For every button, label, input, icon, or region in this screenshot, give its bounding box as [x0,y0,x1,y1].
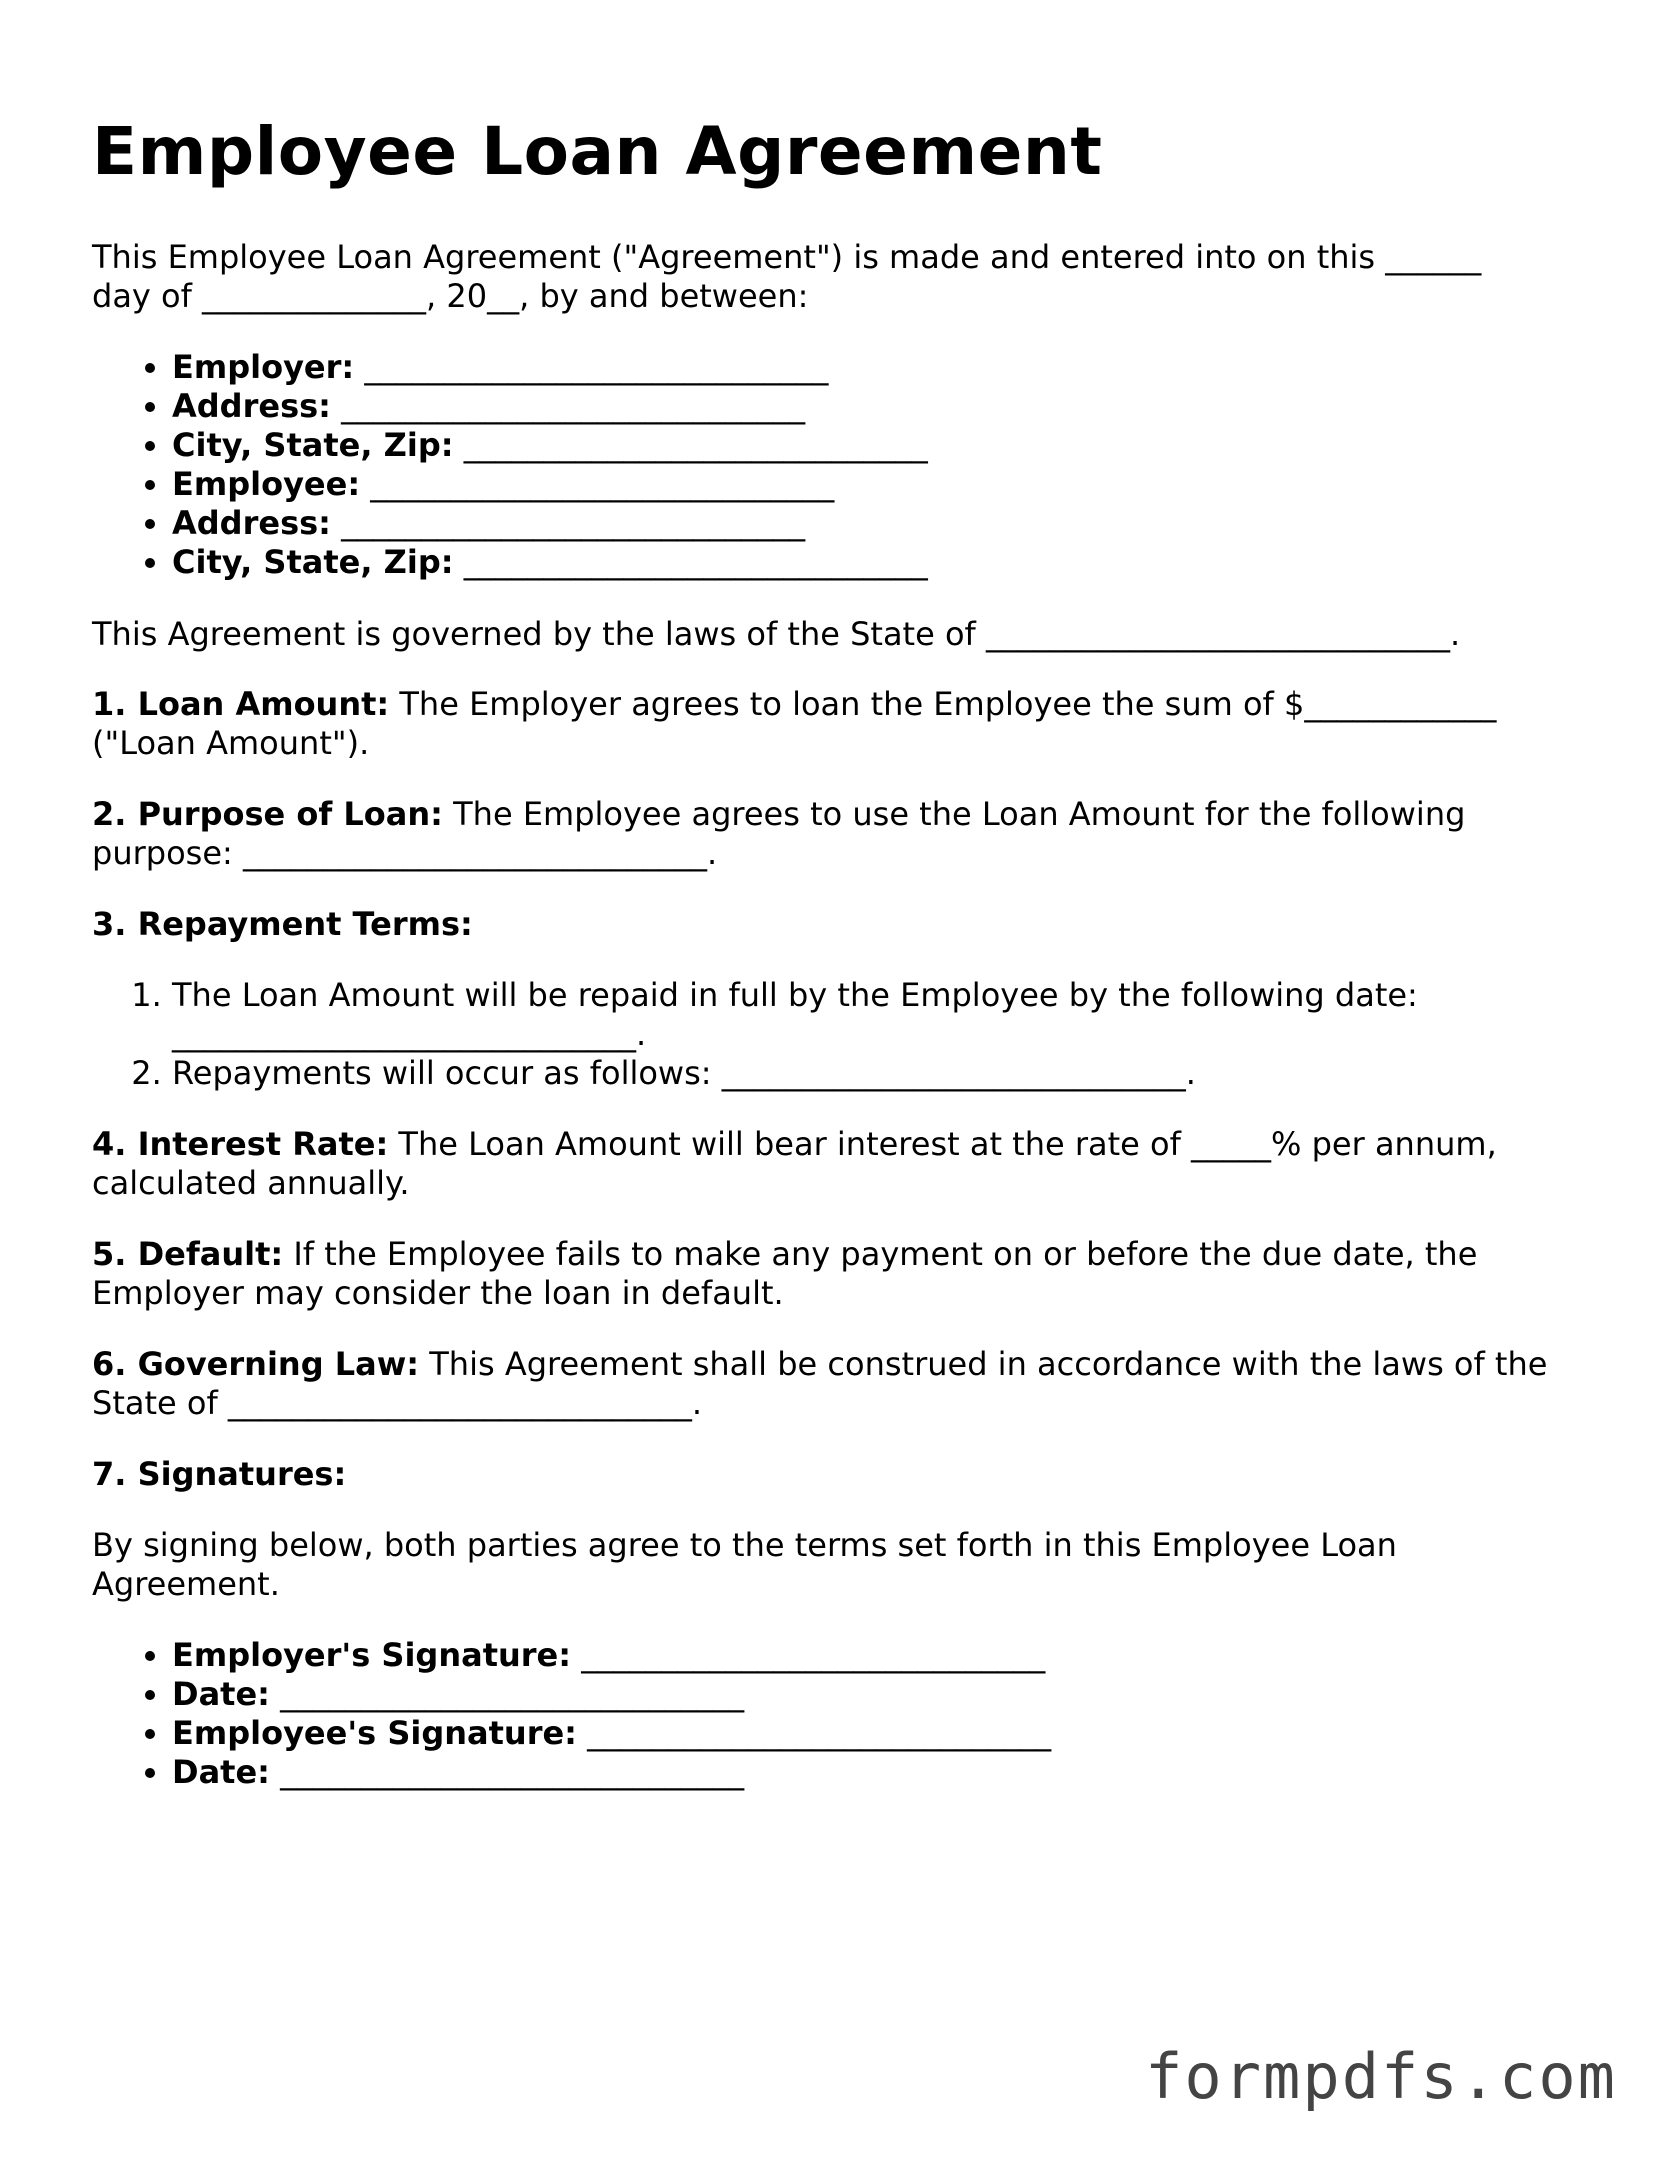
list-item: • Employer: _____________________________ [172,348,928,387]
intro-line-1: This Employee Loan Agreement ("Agreement") is made and entered into on this ______ [92,238,1482,276]
section-signatures-heading: 7. Signatures: [92,1455,347,1493]
section-default: 5. Default: If the Employee fails to make any payment on or before the due date, the Employer may consider the loan in default. [92,1235,1478,1312]
section-repayment-heading: 3. Repayment Terms: [92,905,473,943]
list-item: • Employer's Signature: _____________________________ [172,1636,1051,1675]
list-item: • Date: _____________________________ [172,1675,1051,1714]
section-purpose: 2. Purpose of Loan: The Employee agrees to use the Loan Amount for the following purpose: _____________________________. [92,795,1466,872]
list-item: 2. Repayments will occur as follows: _____________________________. [172,1054,1602,1093]
section-heading: 1. Loan Amount: [92,685,390,723]
section-heading: 6. Governing Law: [92,1345,420,1383]
document-title: Employee Loan Agreement [92,113,1103,190]
list-item: • City, State, Zip: _____________________________ [172,426,928,465]
list-item: • Employee: _____________________________ [172,465,928,504]
section-interest: 4. Interest Rate: The Loan Amount will bear interest at the rate of _____% per annum, calculated annually. [92,1125,1497,1202]
list-item: 1. The Loan Amount will be repaid in full by the Employee by the following date: _____________________________. [172,976,1602,1054]
section-governing-law: 6. Governing Law: This Agreement shall be construed in accordance with the laws of the State of _____________________________. [92,1345,1548,1422]
signatures-paragraph: By signing below, both parties agree to the terms set forth in this Employee Loan Agreement. [92,1526,1397,1603]
parties-list [92,348,928,582]
list-item: • Address: _____________________________ [172,504,928,543]
list-item: • Employee's Signature: _____________________________ [172,1714,1051,1753]
signature-list [92,1636,1051,1792]
intro-paragraph [92,238,1602,316]
section-heading: 4. Interest Rate: [92,1125,389,1163]
intro-line-2: day of ______________, 20__, by and between: [92,277,809,315]
repayment-list [92,976,1602,1093]
section-heading: 5. Default: [92,1235,284,1273]
list-item: • Date: _____________________________ [172,1753,1051,1792]
list-item: • City, State, Zip: _____________________________ [172,543,928,582]
watermark: formpdfs.com [1145,2040,1617,2113]
list-item: • Address: _____________________________ [172,387,928,426]
governed-paragraph: This Agreement is governed by the laws of the State of _____________________________. [92,615,1461,653]
section-heading: 2. Purpose of Loan: [92,795,443,833]
section-loan-amount: 1. Loan Amount: The Employer agrees to loan the Employee the sum of $____________ ("Loan Amount"). [92,685,1497,762]
